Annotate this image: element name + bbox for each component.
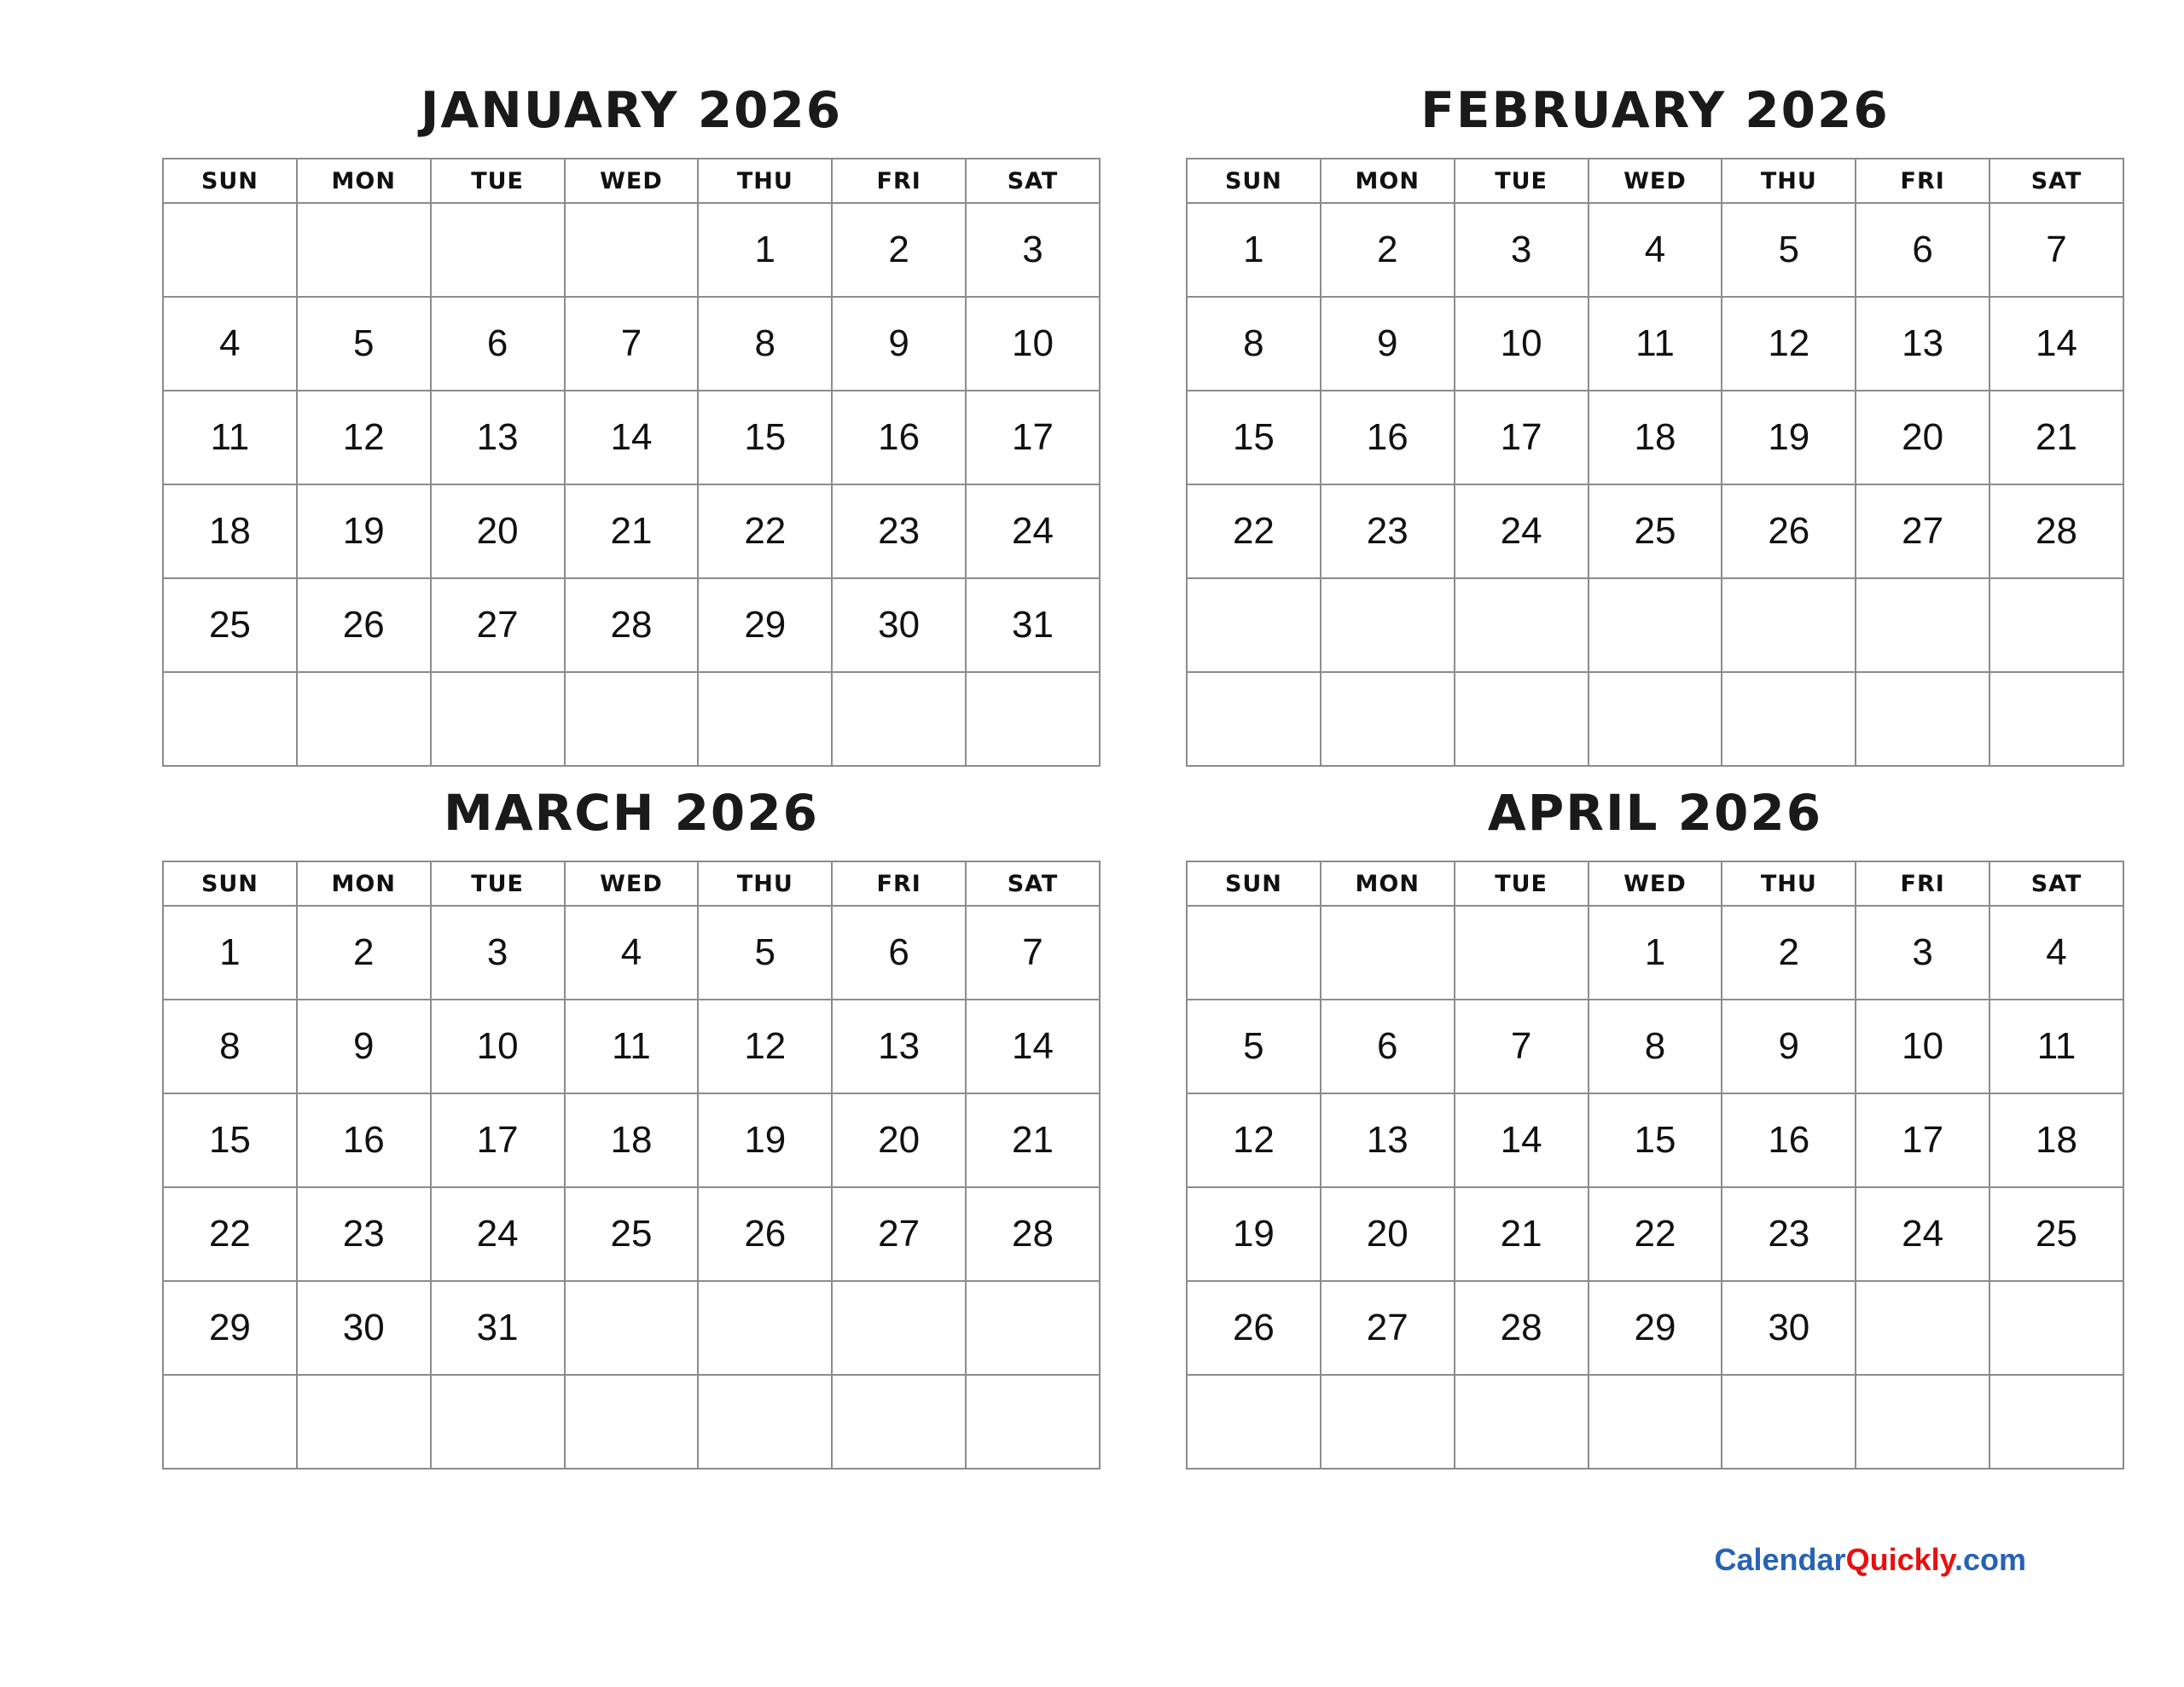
months-grid	[136, 81, 2082, 1470]
day-cell[interactable]: 26	[1187, 1281, 1321, 1375]
empty-day-cell	[1321, 1375, 1455, 1469]
weekday-header-mon: MON	[297, 159, 431, 203]
day-cell[interactable]: 15	[1589, 1093, 1722, 1187]
weekday-header-sun: SUN	[163, 861, 297, 906]
empty-day-cell	[163, 203, 297, 297]
week-row	[1187, 203, 2123, 297]
day-cell[interactable]: 26	[698, 1187, 832, 1281]
day-cell[interactable]: 31	[431, 1281, 565, 1375]
empty-day-cell	[1455, 1375, 1589, 1469]
weekday-header-mon: MON	[1321, 861, 1455, 906]
empty-day-cell	[431, 672, 565, 766]
day-cell[interactable]: 19	[297, 484, 431, 578]
day-cell[interactable]: 3	[431, 906, 565, 1000]
day-cell[interactable]: 7	[565, 297, 699, 391]
day-cell[interactable]: 30	[1722, 1281, 1856, 1375]
day-cell[interactable]: 10	[1455, 297, 1589, 391]
empty-day-cell	[1989, 672, 2123, 766]
weekday-header-fri: FRI	[1856, 159, 1989, 203]
day-cell[interactable]: 19	[698, 1093, 832, 1187]
empty-day-cell	[1589, 578, 1722, 672]
weekday-header-wed: WED	[565, 159, 699, 203]
day-cell[interactable]: 26	[297, 578, 431, 672]
day-cell[interactable]: 17	[1856, 1093, 1989, 1187]
week-row	[163, 1281, 1100, 1375]
empty-day-cell	[1321, 578, 1455, 672]
day-cell[interactable]: 21	[966, 1093, 1100, 1187]
day-cell[interactable]: 14	[565, 391, 699, 484]
weekday-header-tue: TUE	[431, 861, 565, 906]
day-cell[interactable]: 22	[1187, 484, 1321, 578]
day-cell[interactable]: 15	[163, 1093, 297, 1187]
day-cell[interactable]: 21	[565, 484, 699, 578]
month-block	[1160, 81, 2150, 767]
day-cell[interactable]: 29	[163, 1281, 297, 1375]
day-cell[interactable]: 13	[832, 1000, 966, 1093]
day-cell[interactable]: 18	[1589, 391, 1722, 484]
week-row	[163, 578, 1100, 672]
empty-day-cell	[832, 1281, 966, 1375]
day-cell[interactable]: 22	[163, 1187, 297, 1281]
day-cell[interactable]: 9	[832, 297, 966, 391]
empty-day-cell	[565, 203, 699, 297]
empty-day-cell	[1187, 906, 1321, 1000]
day-cell[interactable]: 20	[1321, 1187, 1455, 1281]
empty-day-cell	[1455, 578, 1589, 672]
empty-day-cell	[1856, 672, 1989, 766]
weekday-header-fri: FRI	[1856, 861, 1989, 906]
day-cell[interactable]: 20	[1856, 391, 1989, 484]
weekday-header-sat: SAT	[966, 159, 1100, 203]
day-cell[interactable]: 29	[1589, 1281, 1722, 1375]
empty-day-cell	[1187, 1375, 1321, 1469]
month-block	[1160, 784, 2150, 1470]
day-cell[interactable]: 22	[698, 484, 832, 578]
day-cell[interactable]: 24	[1455, 484, 1589, 578]
empty-day-cell	[1722, 672, 1856, 766]
week-row	[163, 672, 1100, 766]
day-cell[interactable]: 25	[565, 1187, 699, 1281]
day-cell[interactable]: 18	[565, 1093, 699, 1187]
month-block	[136, 81, 1126, 767]
day-cell[interactable]: 3	[1856, 906, 1989, 1000]
empty-day-cell	[565, 672, 699, 766]
month-calendar-table	[1186, 861, 2124, 1470]
month-calendar-table	[1186, 158, 2124, 767]
weekday-header-wed: WED	[1589, 861, 1722, 906]
day-cell[interactable]: 2	[1722, 906, 1856, 1000]
day-cell[interactable]: 13	[1321, 1093, 1455, 1187]
empty-day-cell	[431, 1375, 565, 1469]
weekday-header-thu: THU	[698, 159, 832, 203]
empty-day-cell	[1187, 672, 1321, 766]
week-row	[163, 1375, 1100, 1469]
week-row	[163, 906, 1100, 1000]
day-cell[interactable]: 8	[698, 297, 832, 391]
day-cell[interactable]: 6	[431, 297, 565, 391]
day-cell[interactable]: 31	[966, 578, 1100, 672]
day-cell[interactable]: 28	[1989, 484, 2123, 578]
empty-day-cell	[832, 1375, 966, 1469]
weekday-header-sat: SAT	[1989, 861, 2123, 906]
day-cell[interactable]: 5	[297, 297, 431, 391]
day-cell[interactable]: 13	[431, 391, 565, 484]
week-row	[1187, 1375, 2123, 1469]
day-cell[interactable]: 2	[832, 203, 966, 297]
week-row	[1187, 1093, 2123, 1187]
empty-day-cell	[565, 1281, 699, 1375]
day-cell[interactable]: 8	[1589, 1000, 1722, 1093]
week-row	[163, 203, 1100, 297]
day-cell[interactable]: 27	[1321, 1281, 1455, 1375]
week-row	[1187, 297, 2123, 391]
weekday-header-wed: WED	[1589, 159, 1722, 203]
day-cell[interactable]: 21	[1455, 1187, 1589, 1281]
day-cell[interactable]: 16	[1722, 1093, 1856, 1187]
day-cell[interactable]: 2	[297, 906, 431, 1000]
week-row	[1187, 1281, 2123, 1375]
empty-day-cell	[1989, 1281, 2123, 1375]
day-cell[interactable]: 7	[966, 906, 1100, 1000]
empty-day-cell	[1856, 1281, 1989, 1375]
weekday-header-sat: SAT	[1989, 159, 2123, 203]
empty-day-cell	[1989, 1375, 2123, 1469]
day-cell[interactable]: 28	[1455, 1281, 1589, 1375]
empty-day-cell	[1455, 672, 1589, 766]
weekday-header-fri: FRI	[832, 159, 966, 203]
day-cell[interactable]: 17	[1455, 391, 1589, 484]
day-cell[interactable]: 28	[565, 578, 699, 672]
day-cell[interactable]: 6	[1856, 203, 1989, 297]
day-cell[interactable]: 3	[966, 203, 1100, 297]
week-row	[163, 1000, 1100, 1093]
day-cell[interactable]: 8	[163, 1000, 297, 1093]
weekday-header-sun: SUN	[1187, 159, 1321, 203]
month-block	[136, 784, 1126, 1470]
day-cell[interactable]: 1	[1187, 203, 1321, 297]
weekday-header-tue: TUE	[431, 159, 565, 203]
empty-day-cell	[1989, 578, 2123, 672]
weekday-header-sun: SUN	[1187, 861, 1321, 906]
day-cell[interactable]: 23	[1722, 1187, 1856, 1281]
day-cell[interactable]: 27	[832, 1187, 966, 1281]
day-cell[interactable]: 29	[698, 578, 832, 672]
day-cell[interactable]: 9	[1722, 1000, 1856, 1093]
day-cell[interactable]: 1	[1589, 906, 1722, 1000]
weekday-header-row	[1187, 861, 2123, 906]
brand-domain-text: .com	[1954, 1542, 2026, 1577]
day-cell[interactable]: 25	[1589, 484, 1722, 578]
week-row	[1187, 672, 2123, 766]
empty-day-cell	[1321, 906, 1455, 1000]
weekday-header-mon: MON	[297, 861, 431, 906]
day-cell[interactable]: 2	[1321, 203, 1455, 297]
empty-day-cell	[966, 672, 1100, 766]
empty-day-cell	[1187, 578, 1321, 672]
day-cell[interactable]: 11	[163, 391, 297, 484]
day-cell[interactable]: 17	[966, 391, 1100, 484]
weekday-header-row	[1187, 159, 2123, 203]
day-cell[interactable]: 4	[163, 297, 297, 391]
day-cell[interactable]: 10	[1856, 1000, 1989, 1093]
day-cell[interactable]: 14	[1455, 1093, 1589, 1187]
weekday-header-tue: TUE	[1455, 159, 1589, 203]
week-row	[1187, 391, 2123, 484]
empty-day-cell	[698, 672, 832, 766]
weekday-header-sat: SAT	[966, 861, 1100, 906]
site-branding[interactable]	[1715, 1542, 2026, 1578]
month-title: MARCH 2026	[444, 784, 819, 842]
week-row	[1187, 578, 2123, 672]
week-row	[163, 297, 1100, 391]
day-cell[interactable]: 7	[1455, 1000, 1589, 1093]
empty-day-cell	[163, 672, 297, 766]
day-cell[interactable]: 5	[1187, 1000, 1321, 1093]
empty-day-cell	[1455, 906, 1589, 1000]
day-cell[interactable]: 4	[565, 906, 699, 1000]
day-cell[interactable]: 6	[1321, 1000, 1455, 1093]
empty-day-cell	[297, 1375, 431, 1469]
day-cell[interactable]: 5	[1722, 203, 1856, 297]
day-cell[interactable]: 26	[1722, 484, 1856, 578]
week-row	[1187, 906, 2123, 1000]
day-cell[interactable]: 27	[1856, 484, 1989, 578]
day-cell[interactable]: 25	[163, 578, 297, 672]
day-cell[interactable]: 6	[832, 906, 966, 1000]
day-cell[interactable]: 25	[1989, 1187, 2123, 1281]
day-cell[interactable]: 4	[1989, 906, 2123, 1000]
day-cell[interactable]: 8	[1187, 297, 1321, 391]
day-cell[interactable]: 27	[431, 578, 565, 672]
week-row	[1187, 1187, 2123, 1281]
day-cell[interactable]: 9	[1321, 297, 1455, 391]
month-calendar-table	[162, 158, 1101, 767]
day-cell[interactable]: 15	[1187, 391, 1321, 484]
weekday-header-row	[163, 861, 1100, 906]
day-cell[interactable]: 13	[1856, 297, 1989, 391]
day-cell[interactable]: 17	[431, 1093, 565, 1187]
day-cell[interactable]: 1	[698, 203, 832, 297]
day-cell[interactable]: 30	[832, 578, 966, 672]
day-cell[interactable]: 11	[1589, 297, 1722, 391]
empty-day-cell	[698, 1375, 832, 1469]
month-title: JANUARY 2026	[420, 81, 843, 139]
day-cell[interactable]: 12	[1187, 1093, 1321, 1187]
empty-day-cell	[1856, 1375, 1989, 1469]
day-cell[interactable]: 24	[966, 484, 1100, 578]
day-cell[interactable]: 23	[297, 1187, 431, 1281]
empty-day-cell	[565, 1375, 699, 1469]
week-row	[163, 1093, 1100, 1187]
day-cell[interactable]: 12	[698, 1000, 832, 1093]
day-cell[interactable]: 18	[163, 484, 297, 578]
day-cell[interactable]: 23	[832, 484, 966, 578]
day-cell[interactable]: 5	[698, 906, 832, 1000]
month-calendar-table	[162, 861, 1101, 1470]
day-cell[interactable]: 11	[565, 1000, 699, 1093]
day-cell[interactable]: 4	[1589, 203, 1722, 297]
day-cell[interactable]: 19	[1187, 1187, 1321, 1281]
day-cell[interactable]: 10	[966, 297, 1100, 391]
day-cell[interactable]: 11	[1989, 1000, 2123, 1093]
weekday-header-fri: FRI	[832, 861, 966, 906]
week-row	[1187, 484, 2123, 578]
day-cell[interactable]: 18	[1989, 1093, 2123, 1187]
day-cell[interactable]: 12	[1722, 297, 1856, 391]
empty-day-cell	[1321, 672, 1455, 766]
day-cell[interactable]: 16	[297, 1093, 431, 1187]
empty-day-cell	[1589, 1375, 1722, 1469]
day-cell[interactable]: 14	[966, 1000, 1100, 1093]
day-cell[interactable]: 22	[1589, 1187, 1722, 1281]
day-cell[interactable]: 23	[1321, 484, 1455, 578]
weekday-header-row	[163, 159, 1100, 203]
day-cell[interactable]: 24	[1856, 1187, 1989, 1281]
week-row	[163, 391, 1100, 484]
empty-day-cell	[163, 1375, 297, 1469]
empty-day-cell	[832, 672, 966, 766]
empty-day-cell	[1856, 578, 1989, 672]
day-cell[interactable]: 28	[966, 1187, 1100, 1281]
weekday-header-wed: WED	[565, 861, 699, 906]
week-row	[163, 1187, 1100, 1281]
week-row	[1187, 1000, 2123, 1093]
day-cell[interactable]: 1	[163, 906, 297, 1000]
day-cell[interactable]: 20	[431, 484, 565, 578]
empty-day-cell	[431, 203, 565, 297]
day-cell[interactable]: 16	[1321, 391, 1455, 484]
day-cell[interactable]: 3	[1455, 203, 1589, 297]
empty-day-cell	[698, 1281, 832, 1375]
day-cell[interactable]: 7	[1989, 203, 2123, 297]
empty-day-cell	[966, 1375, 1100, 1469]
day-cell[interactable]: 24	[431, 1187, 565, 1281]
day-cell[interactable]: 21	[1989, 391, 2123, 484]
weekday-header-thu: THU	[1722, 159, 1856, 203]
day-cell[interactable]: 10	[431, 1000, 565, 1093]
empty-day-cell	[297, 203, 431, 297]
weekday-header-thu: THU	[1722, 861, 1856, 906]
weekday-header-mon: MON	[1321, 159, 1455, 203]
day-cell[interactable]: 9	[297, 1000, 431, 1093]
day-cell[interactable]: 14	[1989, 297, 2123, 391]
month-title: APRIL 2026	[1487, 784, 1823, 842]
weekday-header-thu: THU	[698, 861, 832, 906]
day-cell[interactable]: 12	[297, 391, 431, 484]
day-cell[interactable]: 15	[698, 391, 832, 484]
week-row	[163, 484, 1100, 578]
day-cell[interactable]: 16	[832, 391, 966, 484]
empty-day-cell	[1722, 1375, 1856, 1469]
day-cell[interactable]: 30	[297, 1281, 431, 1375]
empty-day-cell	[1722, 578, 1856, 672]
empty-day-cell	[297, 672, 431, 766]
day-cell[interactable]: 19	[1722, 391, 1856, 484]
brand-calendar-text: Calendar	[1714, 1542, 1846, 1577]
empty-day-cell	[1589, 672, 1722, 766]
brand-quickly-text: Quickly	[1845, 1542, 1955, 1577]
month-title: FEBRUARY 2026	[1420, 81, 1890, 139]
empty-day-cell	[966, 1281, 1100, 1375]
weekday-header-tue: TUE	[1455, 861, 1589, 906]
weekday-header-sun: SUN	[163, 159, 297, 203]
day-cell[interactable]: 20	[832, 1093, 966, 1187]
